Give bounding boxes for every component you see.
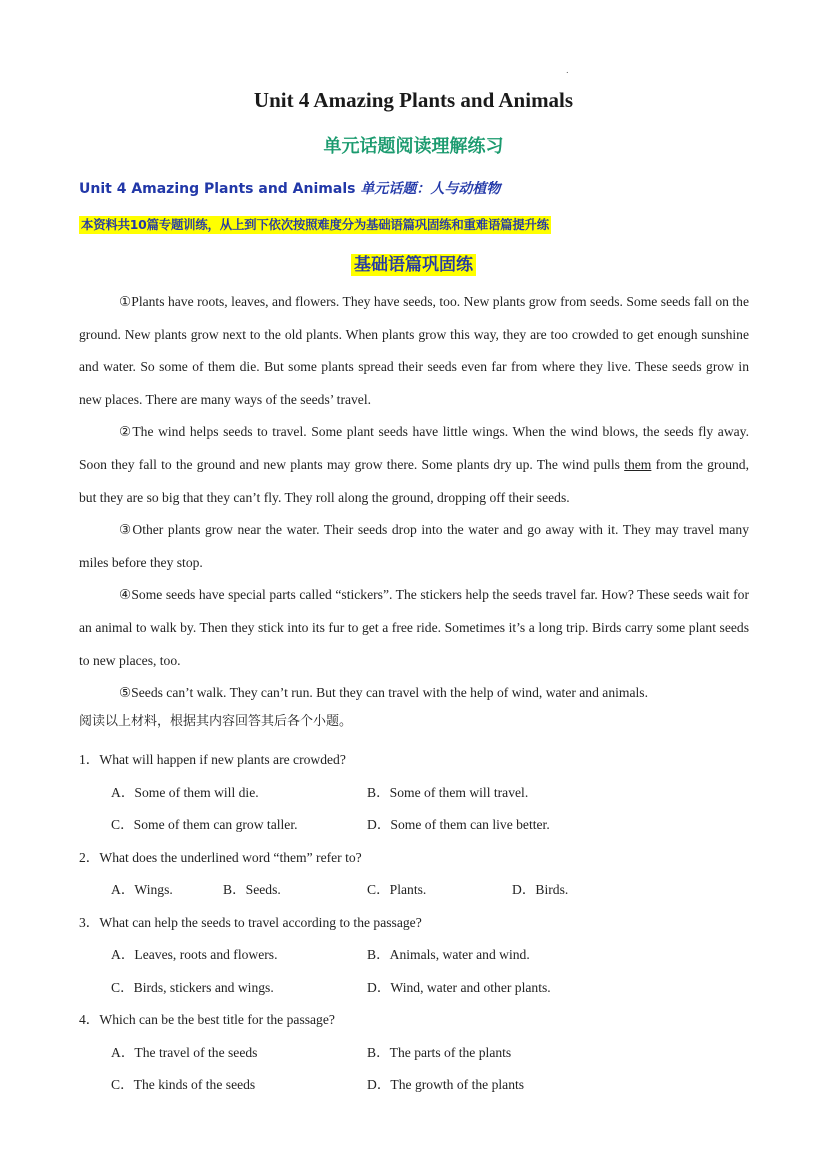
unit-topic-en: Unit 4 Amazing Plants and Animals [79,181,361,197]
underlined-word: them [624,456,652,472]
page-subtitle: 单元话题阅读理解练习 [323,136,504,157]
paragraph-2 [79,416,749,514]
material-banner: 本资料共10篇专题训练，从上到下依次按照难度分为基础语篇巩固练和重难语篇提升练 [81,217,549,232]
question-2-option-b[interactable]: B．Seeds. [223,882,281,897]
paragraph-2-text-b: from the ground, but they are so big that they can’t fly. They roll along the ground, dropping off their seeds. [79,456,749,505]
paragraph-5: ⑤Seeds can’t walk. They can’t run. But they can travel with the help of wind, water and animals. [119,685,648,701]
page-dot: . [566,66,569,75]
question-2-option-a[interactable]: A．Wings. [111,882,173,897]
question-4-option-a[interactable]: A．The travel of the seeds [111,1045,258,1060]
question-3-option-a[interactable]: A．Leaves, roots and flowers. [111,947,278,962]
question-1-option-d[interactable]: D．Some of them can live better. [367,817,550,832]
section-heading [0,250,827,275]
question-4-stem: 4．Which can be the best title for the passage? [79,1012,335,1027]
question-1-stem: 1．What will happen if new plants are crowded? [79,752,346,767]
section-title: 基础语篇巩固练 [351,254,476,276]
question-4-option-c[interactable]: C．The kinds of the seeds [111,1077,256,1092]
question-1-option-a[interactable]: A．Some of them will die. [111,785,259,800]
paragraph-1: ①Plants have roots, leaves, and flowers. They have seeds, too. New plants grow from seeds. Some seeds fall on the ground. New plants grow next to the old plants. When plants grow this way, they are too crowded to get enough sunshine and water. So some of them die. But some plants spread their seeds even far from where they live. These seeds grow in new places. There are many ways of the seeds’ travel. [79,294,749,407]
question-1-option-b[interactable]: B．Some of them will travel. [367,785,529,800]
question-3-option-c[interactable]: C．Birds, stickers and wings. [111,980,274,995]
question-3-option-d[interactable]: D．Wind, water and other plants. [367,980,551,995]
paragraph-3: ③Other plants grow near the water. Their seeds drop into the water and go away with it. They may travel many miles before they stop. [79,522,749,570]
question-4-option-b[interactable]: B．The parts of the plants [367,1045,512,1060]
question-2-option-c[interactable]: C．Plants. [367,882,427,897]
question-2-option-d[interactable]: D．Birds. [512,882,569,897]
reading-passage [79,286,749,710]
question-2-stem: 2．What does the underlined word “them” refer to? [79,850,362,865]
question-3-option-b[interactable]: B．Animals, water and wind. [367,947,530,962]
question-1-option-c[interactable]: C．Some of them can grow taller. [111,817,298,832]
instructions: 阅读以上材料，根据其内容回答其后各个小题。 [79,714,353,729]
page-title: Unit 4 Amazing Plants and Animals [253,88,574,112]
question-4-option-d[interactable]: D．The growth of the plants [367,1077,525,1092]
paragraph-2-text-a: ②The wind helps seeds to travel. Some plant seeds have little wings. When the wind blows, the seeds fly away. Soon they fall to the ground and new plants may grow there. Some plants dry up. The wind pulls [79,424,749,472]
unit-topic [79,178,500,198]
unit-topic-cn: 单元话题：人与动植物 [360,181,501,197]
paragraph-4: ④Some seeds have special parts called “stickers”. The stickers help the seeds travel far. How? These seeds wait for an animal to walk by. Then they stick into its fur to get a free ride. Sometimes it’s a long trip. Birds carry some plant seeds to new places, too. [79,587,749,668]
question-3-stem: 3．What can help the seeds to travel according to the passage? [79,915,422,930]
